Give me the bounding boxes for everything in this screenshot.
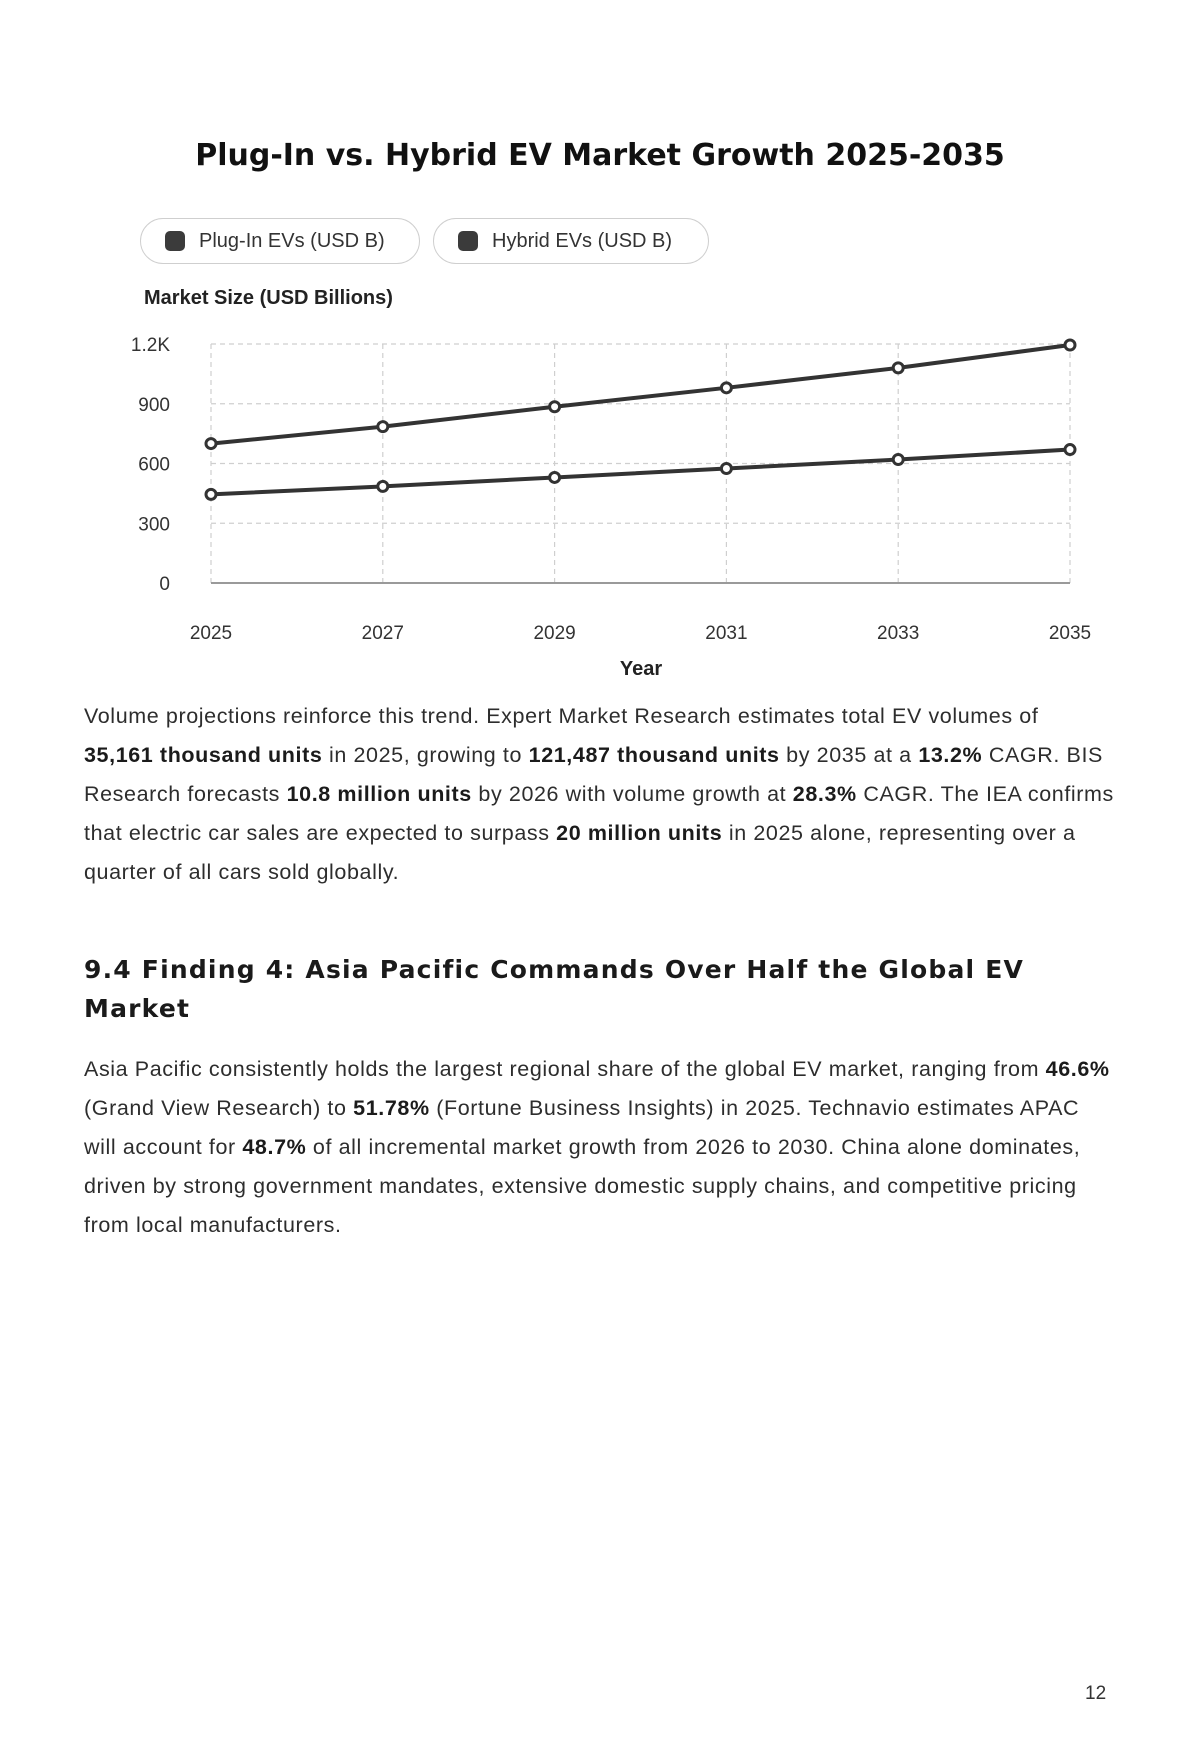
data-point bbox=[721, 383, 731, 393]
y-tick-label: 600 bbox=[138, 454, 170, 476]
y-axis-title: Market Size (USD Billions) bbox=[144, 287, 393, 309]
text-run: of all incremental market growth from 2026 to 2030. China alone dominates, driven by strong government mandates, extensive domestic supply chains, and competitive pricing from local manufacturers. bbox=[84, 1135, 1081, 1237]
section-heading: 9.4 Finding 4: Asia Pacific Commands Over Half the Global EV Market bbox=[84, 955, 1025, 1023]
text-run: Asia Pacific consistently holds the largest regional share of the global EV market, ranging from bbox=[84, 1057, 1046, 1081]
text-run: (Grand View Research) to bbox=[84, 1096, 354, 1120]
x-tick-label: 2031 bbox=[705, 623, 748, 644]
bold-figure: 13.2% bbox=[918, 743, 983, 767]
y-tick-label: 300 bbox=[138, 514, 170, 536]
data-point bbox=[550, 472, 560, 482]
bold-figure: 121,487 thousand units bbox=[528, 743, 780, 767]
chart-series bbox=[206, 340, 1075, 499]
y-tick-label: 0 bbox=[159, 574, 170, 595]
text-run: CAGR. The IEA confirms that electric car sales are expected to surpass bbox=[84, 782, 1114, 845]
data-point bbox=[378, 481, 388, 491]
chart-title: Plug-In vs. Hybrid EV Market Growth 2025-2035 bbox=[195, 138, 1005, 173]
bold-figure: 28.3% bbox=[792, 782, 857, 806]
chart-grid bbox=[211, 344, 1070, 583]
bold-figure: 51.78% bbox=[353, 1096, 430, 1120]
x-tick-label: 2025 bbox=[189, 623, 233, 644]
text-run: (Fortune Business Insights) in 2025. Technavio estimates APAC will account for bbox=[84, 1096, 1080, 1159]
text-run: in 2025, growing to bbox=[322, 743, 529, 767]
paragraph-volume-projections bbox=[84, 697, 1114, 892]
data-point bbox=[206, 489, 216, 499]
data-point bbox=[1065, 445, 1075, 455]
text-run: in 2025 alone, representing over a quarter of all cars sold globally. bbox=[84, 821, 1076, 884]
data-point bbox=[206, 439, 216, 449]
text-run: CAGR. BIS Research forecasts bbox=[84, 743, 1103, 806]
bold-figure: 35,161 thousand units bbox=[84, 743, 323, 767]
text-run: by 2035 at a bbox=[779, 743, 919, 767]
data-point bbox=[721, 463, 731, 473]
data-point bbox=[893, 455, 903, 465]
data-point bbox=[378, 422, 388, 432]
bold-figure: 46.6% bbox=[1045, 1057, 1110, 1081]
x-tick-label: 2027 bbox=[361, 623, 404, 644]
x-tick-label: 2029 bbox=[533, 623, 576, 644]
bold-figure: 10.8 million units bbox=[286, 782, 472, 806]
legend-label-plug-in: Plug-In EVs (USD B) bbox=[199, 229, 385, 252]
data-point bbox=[1065, 340, 1075, 350]
series-line-0 bbox=[211, 345, 1070, 444]
x-axis-title: Year bbox=[619, 658, 663, 680]
page-number: 12 bbox=[1085, 1683, 1107, 1704]
line-chart bbox=[0, 0, 1200, 690]
series-line-1 bbox=[211, 450, 1070, 495]
text-run: by 2026 with volume growth at bbox=[471, 782, 793, 806]
data-point bbox=[893, 363, 903, 373]
legend-label-hybrid: Hybrid EVs (USD B) bbox=[492, 229, 673, 252]
text-run: Volume projections reinforce this trend. Expert Market Research estimates total EV volumes of bbox=[84, 704, 1039, 728]
paragraph-asia-pacific bbox=[84, 1050, 1114, 1245]
bold-figure: 20 million units bbox=[556, 821, 723, 845]
bold-figure: 48.7% bbox=[242, 1135, 307, 1159]
data-point bbox=[550, 402, 560, 412]
x-tick-label: 2033 bbox=[877, 623, 920, 644]
y-tick-label: 1.2K bbox=[130, 335, 170, 356]
y-tick-label: 900 bbox=[138, 394, 170, 416]
x-tick-label: 2035 bbox=[1048, 623, 1092, 644]
